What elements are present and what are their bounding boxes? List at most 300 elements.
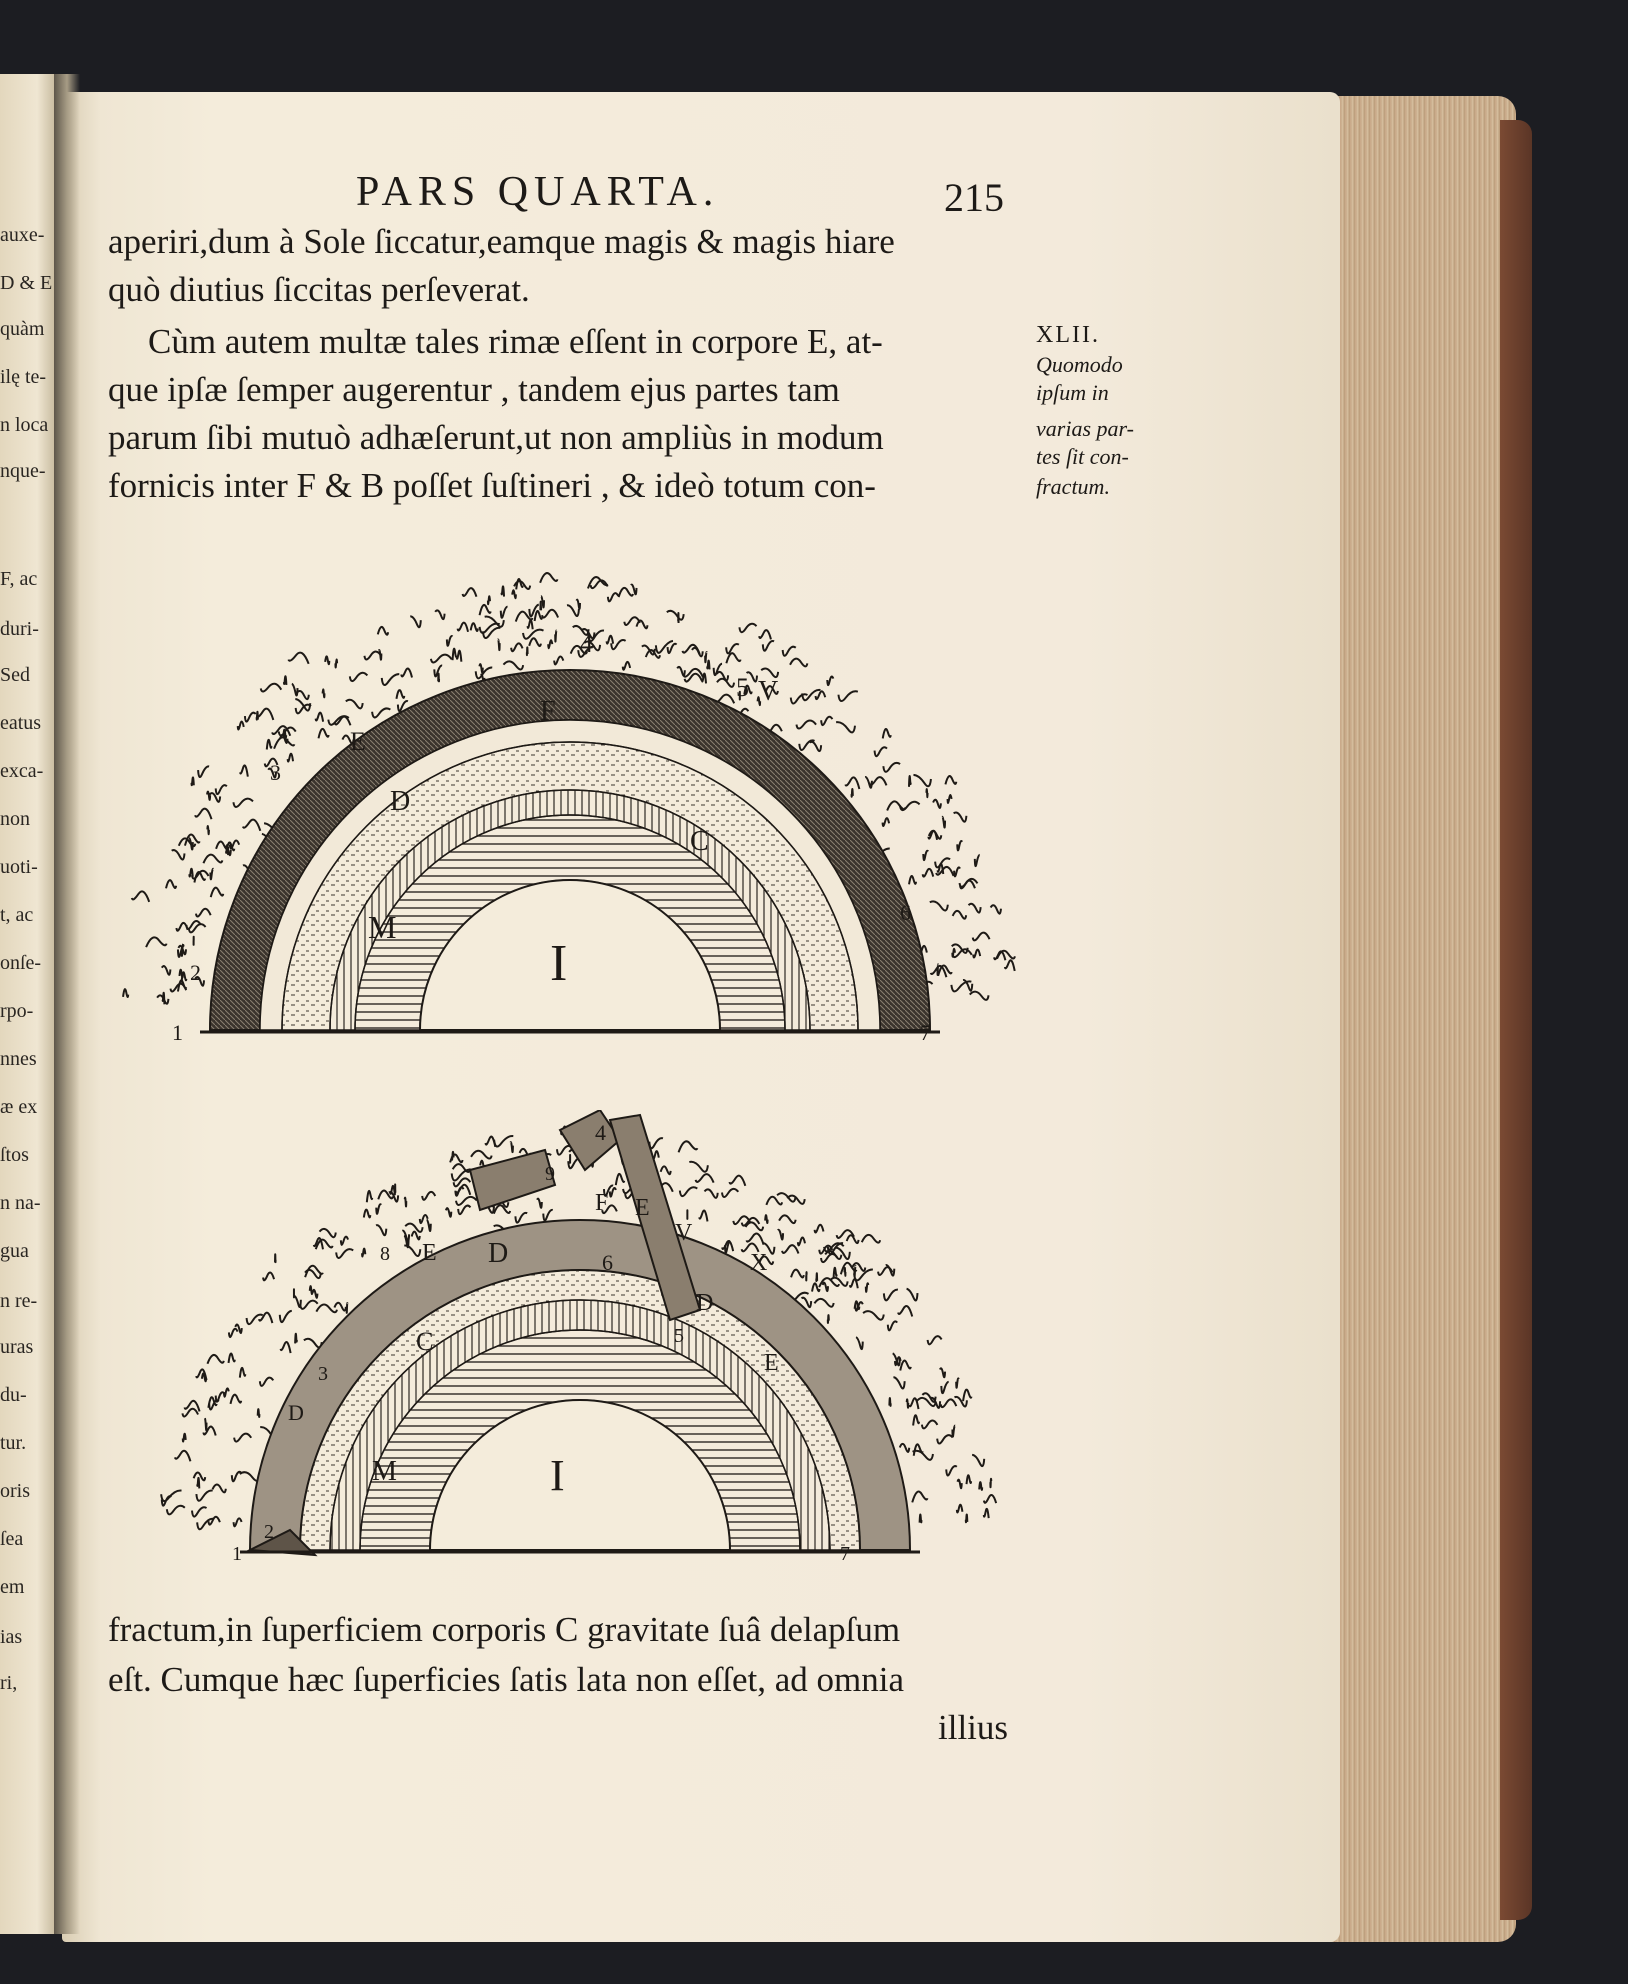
marginal-line-2: ipſum in	[1036, 380, 1109, 405]
earth-texture-stroke	[883, 818, 889, 826]
earth-texture-stroke	[889, 1398, 890, 1406]
earth-texture-stroke	[816, 1273, 817, 1281]
earth-texture-stroke	[450, 1154, 462, 1162]
text-line-3: Cùm autem multæ tales rimæ eſſent in corpore E, at-	[148, 322, 883, 361]
earth-texture-stroke	[963, 1390, 971, 1402]
earth-texture-stroke	[661, 1166, 671, 1174]
figure-label: V	[758, 676, 779, 707]
earth-texture-stroke	[933, 800, 941, 808]
earth-texture-stroke	[325, 656, 329, 664]
figure-label: E	[350, 727, 366, 756]
earth-texture-stroke	[367, 1191, 372, 1202]
facing-page-fragment: oris	[0, 1480, 30, 1502]
figure-label: X	[750, 1250, 768, 1276]
earth-texture-stroke	[488, 596, 490, 604]
earth-texture-stroke	[765, 1215, 767, 1223]
earth-texture-stroke	[207, 792, 210, 800]
earth-texture-stroke	[172, 850, 185, 859]
marginal-line-5: fractum.	[1036, 474, 1110, 499]
earth-texture-stroke	[182, 1409, 198, 1417]
earth-texture-stroke	[229, 1354, 235, 1363]
earth-texture-stroke	[240, 1368, 245, 1378]
earth-texture-stroke	[458, 623, 468, 632]
earth-texture-stroke	[883, 763, 900, 772]
earth-texture-stroke	[382, 674, 399, 685]
earth-texture-stroke	[798, 1238, 805, 1246]
earth-texture-stroke	[777, 1193, 795, 1201]
earth-texture-stroke	[503, 661, 523, 669]
earth-texture-stroke	[300, 1301, 317, 1309]
earth-texture-stroke	[167, 1506, 185, 1515]
earth-texture-stroke	[636, 621, 647, 629]
earth-texture-stroke	[957, 841, 962, 850]
marginal-line-3: varias par-	[1036, 416, 1134, 441]
earth-texture-stroke	[909, 876, 916, 884]
earth-texture-stroke	[422, 1192, 435, 1200]
figure-intact-crust	[110, 560, 1030, 1060]
catchword: illius	[938, 1708, 1009, 1747]
earth-texture-stroke	[779, 1215, 796, 1223]
figure-label: D	[390, 786, 411, 817]
earth-texture-stroke	[623, 662, 630, 670]
earth-texture-stroke	[284, 676, 286, 685]
earth-texture-stroke	[973, 950, 980, 958]
earth-texture-stroke	[812, 1283, 819, 1291]
earth-texture-stroke	[516, 579, 523, 589]
marginal-numeral: XLII.	[1036, 322, 1100, 348]
earth-texture-stroke	[146, 937, 166, 947]
earth-texture-stroke	[230, 1395, 241, 1404]
facing-page-fragment: onſe-	[0, 952, 42, 974]
earth-texture-stroke	[973, 933, 990, 941]
figure-label: D	[488, 1238, 509, 1269]
figure-label: C	[416, 1327, 434, 1356]
figure-label: 8	[380, 1243, 390, 1265]
earth-texture-stroke	[954, 867, 960, 876]
earth-texture-stroke	[729, 1176, 745, 1186]
earth-texture-stroke	[431, 655, 452, 663]
earth-texture-stroke	[320, 1229, 336, 1237]
earth-texture-stroke	[192, 1507, 207, 1516]
earth-texture-stroke	[189, 869, 192, 877]
figure-label: 3	[318, 1363, 328, 1385]
earth-texture-stroke	[966, 1514, 967, 1522]
earth-texture-stroke	[619, 588, 633, 597]
text-line-5: parum ſibi mutuò adhæſerunt,ut non ampliùs in modum	[108, 418, 884, 457]
earth-texture-stroke	[960, 881, 975, 889]
facing-page-fragment: auxe-	[0, 224, 45, 246]
earth-texture-stroke	[379, 650, 381, 660]
earth-texture-stroke	[275, 1254, 276, 1262]
earth-texture-stroke	[920, 1515, 922, 1523]
earth-texture-stroke	[616, 1174, 624, 1185]
figure-label: D	[696, 1290, 714, 1316]
earth-texture-stroke	[313, 1290, 318, 1298]
earth-texture-stroke	[427, 1220, 431, 1231]
earth-texture-stroke	[883, 729, 891, 738]
earth-texture-stroke	[941, 1399, 957, 1407]
earth-texture-stroke	[696, 1174, 714, 1183]
earth-texture-stroke	[224, 1388, 229, 1396]
earth-texture-stroke	[852, 789, 853, 797]
earth-texture-stroke	[240, 765, 248, 776]
earth-texture-stroke	[216, 785, 227, 794]
facing-page-fragment: eatus	[0, 712, 42, 734]
figure-label: 5	[736, 673, 749, 702]
earth-texture-stroke	[183, 1434, 186, 1442]
earth-texture-stroke	[991, 905, 1001, 913]
earth-texture-stroke	[346, 700, 363, 709]
text-line-7: fractum,in ſuperficiem corporis C gravitate ſuâ delapſum	[108, 1610, 901, 1649]
earth-texture-stroke	[726, 653, 740, 663]
earth-texture-stroke	[783, 647, 796, 656]
facing-page-fragment: ſea	[0, 1528, 24, 1550]
facing-page-fragment: rpo-	[0, 1000, 34, 1022]
earth-texture-stroke	[577, 600, 580, 609]
earth-texture-stroke	[782, 1245, 798, 1253]
facing-page-fragment: n na-	[0, 1192, 41, 1214]
earth-texture-stroke	[689, 1162, 708, 1172]
earth-texture-stroke	[759, 630, 771, 639]
earth-texture-stroke	[310, 1286, 312, 1294]
earth-texture-stroke	[175, 1451, 190, 1462]
earth-texture-stroke	[739, 624, 756, 632]
earth-texture-stroke	[542, 610, 558, 618]
earth-texture-stroke	[529, 638, 541, 646]
earth-texture-stroke	[515, 1213, 527, 1223]
earth-texture-stroke	[378, 627, 388, 635]
earth-texture-stroke	[948, 795, 952, 803]
earth-texture-stroke	[412, 1232, 420, 1240]
earth-texture-stroke	[567, 605, 579, 616]
figure-label: I	[550, 935, 568, 992]
earth-texture-stroke	[295, 1334, 297, 1344]
earth-texture-stroke	[476, 668, 493, 679]
earth-texture-stroke	[245, 713, 256, 722]
earth-texture-stroke	[207, 1355, 223, 1364]
facing-page-fragment: em	[0, 1576, 25, 1598]
figure-label: 6	[900, 900, 911, 925]
earth-texture-stroke	[845, 777, 859, 789]
figure-label: 1	[172, 1020, 183, 1045]
text-line-4: que ipſæ ſemper augerentur , tandem ejus partes tam	[108, 370, 840, 409]
earth-texture-stroke	[364, 652, 381, 660]
earth-texture-stroke	[1005, 960, 1015, 971]
earth-texture-stroke	[195, 809, 211, 820]
earth-texture-stroke	[364, 1210, 370, 1218]
earth-texture-stroke	[945, 776, 956, 784]
earth-texture-stroke	[946, 1466, 957, 1475]
earth-texture-stroke	[196, 1491, 212, 1501]
earth-texture-stroke	[438, 674, 439, 682]
earth-texture-stroke	[511, 643, 522, 651]
earth-texture-stroke	[796, 721, 816, 729]
earth-texture-stroke	[816, 691, 826, 699]
earth-texture-stroke	[456, 1197, 477, 1205]
earth-texture-stroke	[267, 740, 272, 750]
facing-page-fragment: gua	[0, 1240, 29, 1262]
earth-texture-stroke	[913, 775, 930, 786]
figure-label: 3	[270, 760, 281, 785]
earth-texture-stroke	[928, 1336, 942, 1344]
earth-texture-stroke	[257, 709, 273, 720]
earth-texture-stroke	[937, 964, 938, 974]
earth-texture-stroke	[446, 1208, 451, 1217]
marginal-line-1: Quomodo	[1036, 352, 1123, 377]
earth-texture-stroke	[763, 641, 774, 651]
earth-texture-stroke	[405, 1224, 422, 1232]
text-line-1: aperiri,dum à Sole ſiccatur,eamque magis & magis hiare	[108, 222, 895, 261]
earth-texture-stroke	[854, 1266, 855, 1276]
figure-label: V	[675, 1220, 693, 1246]
running-title: PARS QUARTA.	[356, 169, 720, 215]
earth-texture-stroke	[471, 623, 478, 631]
earth-texture-stroke	[790, 659, 807, 667]
earth-texture-stroke	[941, 1382, 948, 1393]
marginal-line-4: tes ſit con-	[1036, 444, 1129, 469]
book-gutter	[54, 74, 80, 1934]
earth-texture-stroke	[341, 1237, 348, 1245]
earth-texture-stroke	[166, 880, 176, 888]
earth-texture-stroke	[956, 1378, 958, 1387]
earth-texture-stroke	[907, 1399, 909, 1407]
earth-texture-stroke	[909, 1398, 918, 1409]
earth-texture-stroke	[900, 1444, 909, 1452]
earth-texture-stroke	[480, 605, 491, 615]
earth-texture-stroke	[994, 951, 1005, 960]
earth-texture-stroke	[814, 1299, 833, 1307]
earth-texture-stroke	[233, 799, 253, 807]
earth-texture-stroke	[258, 1409, 260, 1417]
earth-texture-stroke	[923, 869, 933, 877]
earth-texture-stroke	[463, 588, 477, 597]
earth-texture-stroke	[791, 694, 808, 703]
figure-label: 2	[190, 960, 201, 985]
earth-texture-stroke	[304, 1339, 322, 1348]
earth-texture-stroke	[511, 1142, 513, 1152]
facing-page-fragment: D & E	[0, 272, 53, 294]
earth-texture-stroke	[863, 1311, 884, 1320]
facing-page-fragment: uoti-	[0, 856, 38, 878]
earth-texture-stroke	[528, 620, 533, 629]
facing-page-fragment: non	[0, 808, 30, 830]
facing-page-fragment: du-	[0, 1384, 27, 1406]
earth-texture-stroke	[281, 1342, 291, 1353]
earth-texture-stroke	[179, 970, 182, 978]
earth-texture-stroke	[610, 1188, 616, 1197]
figure-label: I	[550, 1451, 565, 1500]
earth-texture-stroke	[229, 1329, 238, 1337]
earth-texture-stroke	[922, 1420, 937, 1428]
page-edges	[1326, 96, 1516, 1942]
earth-texture-stroke	[457, 651, 462, 662]
earth-texture-stroke	[815, 1225, 824, 1233]
earth-texture-stroke	[401, 669, 412, 678]
earth-texture-stroke	[208, 1517, 219, 1525]
figure-label: 5	[674, 1325, 684, 1347]
facing-page-fragment: n loca	[0, 414, 49, 436]
earth-texture-stroke	[791, 1270, 804, 1278]
facing-page-fragment: ilę te-	[0, 366, 47, 388]
facing-page-fragment: n re-	[0, 1290, 38, 1312]
earth-texture-stroke	[420, 1215, 428, 1223]
earth-texture-stroke	[410, 616, 421, 627]
earth-texture-stroke	[194, 872, 205, 882]
earth-texture-stroke	[555, 630, 556, 641]
earth-texture-stroke	[888, 1321, 897, 1330]
earth-texture-stroke	[862, 1235, 880, 1243]
page-number: 215	[944, 175, 1004, 220]
earth-texture-stroke	[132, 891, 149, 901]
figure-label: F	[595, 1190, 609, 1216]
earth-texture-stroke	[837, 1230, 854, 1238]
earth-texture-stroke	[722, 1189, 738, 1197]
figure-label: 4	[580, 629, 593, 658]
earth-texture-stroke	[683, 645, 700, 654]
earth-texture-stroke	[243, 820, 260, 831]
earth-texture-stroke	[821, 1254, 837, 1262]
earth-texture-stroke	[900, 1361, 911, 1371]
earth-texture-stroke	[458, 1206, 470, 1215]
earth-texture-stroke	[984, 1509, 989, 1518]
earth-texture-stroke	[838, 691, 857, 701]
earth-texture-stroke	[845, 1268, 846, 1276]
earth-texture-stroke	[502, 586, 504, 596]
figure-label: F	[540, 696, 556, 727]
earth-texture-stroke	[866, 1283, 868, 1292]
earth-texture-stroke	[979, 1482, 982, 1490]
earth-texture-stroke	[197, 1478, 199, 1489]
earth-texture-stroke	[162, 966, 171, 975]
figure-label: 6	[602, 1250, 613, 1275]
earth-texture-stroke	[479, 664, 482, 672]
earth-texture-stroke	[970, 992, 989, 1000]
earth-texture-stroke	[898, 1306, 912, 1317]
earth-texture-stroke	[942, 817, 945, 828]
earth-texture-stroke	[376, 1225, 386, 1235]
figure-label: C	[690, 826, 709, 857]
earth-texture-stroke	[483, 628, 501, 638]
earth-texture-stroke	[554, 656, 563, 664]
earth-texture-stroke	[537, 1199, 542, 1208]
figure-label: M	[368, 909, 397, 945]
figure-label: E	[422, 1240, 437, 1266]
facing-page-fragment: ias	[0, 1626, 23, 1648]
earth-texture-stroke	[319, 729, 329, 738]
facing-page-fragment: tur.	[0, 1432, 27, 1454]
facing-page-fragment: nque-	[0, 460, 46, 482]
facing-page-fragment: exca-	[0, 760, 44, 782]
facing-page-fragment: ſtos	[0, 1144, 29, 1166]
earth-texture-stroke	[335, 659, 337, 667]
earth-texture-stroke	[705, 652, 707, 662]
earth-texture-stroke	[540, 573, 557, 583]
earth-texture-stroke	[211, 888, 223, 897]
figure-label: 1	[232, 1543, 242, 1565]
earth-texture-stroke	[280, 1311, 292, 1322]
earth-texture-stroke	[207, 826, 209, 834]
earth-texture-stroke	[884, 1290, 898, 1301]
earth-texture-stroke	[875, 747, 887, 756]
facing-page-fragment: nnes	[0, 1048, 37, 1070]
earth-texture-stroke	[435, 610, 444, 619]
earth-texture-stroke	[347, 1303, 348, 1313]
earth-texture-stroke	[362, 1249, 365, 1257]
earth-texture-stroke	[952, 1426, 955, 1437]
earth-texture-stroke	[607, 636, 613, 644]
earth-texture-stroke	[205, 1418, 207, 1430]
earth-texture-stroke	[323, 689, 325, 697]
earth-texture-stroke	[405, 1198, 407, 1207]
earth-texture-stroke	[912, 1492, 927, 1503]
earth-texture-stroke	[376, 1204, 381, 1214]
earth-texture-stroke	[649, 1138, 663, 1148]
earth-texture-stroke	[975, 855, 980, 866]
figure-label: D	[288, 1400, 304, 1425]
earth-texture-stroke	[608, 593, 618, 601]
earth-texture-stroke	[699, 1211, 707, 1222]
earth-texture-stroke	[260, 1378, 273, 1386]
earth-texture-stroke	[196, 909, 211, 917]
earth-texture-stroke	[821, 717, 832, 725]
earth-texture-stroke	[316, 1304, 337, 1312]
earth-texture-stroke	[543, 1210, 552, 1221]
earth-texture-stroke	[705, 1189, 718, 1198]
earth-texture-stroke	[527, 647, 528, 655]
earth-texture-stroke	[984, 1495, 996, 1503]
earth-texture-stroke	[667, 611, 684, 620]
facing-page-fragment: Sed	[0, 664, 30, 686]
earth-texture-stroke	[501, 607, 508, 618]
earth-texture-stroke	[747, 1234, 764, 1245]
earth-texture-stroke	[972, 1455, 984, 1466]
earth-texture-stroke	[540, 602, 541, 611]
earth-texture-stroke	[940, 1368, 945, 1377]
figure-label: 7	[920, 1020, 931, 1045]
earth-texture-stroke	[909, 776, 911, 787]
earth-texture-stroke	[234, 1434, 251, 1442]
earth-texture-stroke	[893, 1377, 904, 1388]
earth-texture-stroke	[923, 851, 928, 860]
earth-texture-stroke	[512, 590, 516, 598]
earth-texture-stroke	[336, 1249, 353, 1258]
figure-label: 7	[840, 1543, 850, 1565]
earth-texture-stroke	[953, 911, 966, 919]
facing-page-fragment: æ ex	[0, 1096, 38, 1118]
earth-texture-stroke	[192, 777, 194, 785]
earth-texture-stroke	[316, 713, 323, 722]
figure-label: E	[635, 1195, 650, 1221]
facing-page-fragment: F, ac	[0, 568, 38, 590]
earth-texture-stroke	[836, 722, 855, 732]
figure-label: M	[372, 1456, 397, 1487]
earth-texture-stroke	[680, 1187, 697, 1196]
earth-texture-stroke	[178, 980, 186, 991]
earth-texture-stroke	[668, 644, 677, 653]
earth-texture-stroke	[288, 653, 308, 664]
text-line-6: fornicis inter F & B poſſet ſuſtineri , & ideò totum con-	[108, 466, 876, 505]
earth-texture-stroke	[471, 1151, 492, 1159]
earth-texture-stroke	[548, 640, 552, 648]
facing-page-fragment: quàm	[0, 318, 45, 340]
earth-texture-stroke	[213, 1485, 226, 1493]
facing-page-fragment: uras	[0, 1336, 34, 1358]
earth-texture-stroke	[677, 667, 685, 676]
earth-texture-stroke	[827, 677, 833, 686]
figure-broken-crust	[140, 1110, 1020, 1570]
earth-texture-stroke	[210, 869, 213, 880]
earth-texture-stroke	[372, 708, 390, 717]
